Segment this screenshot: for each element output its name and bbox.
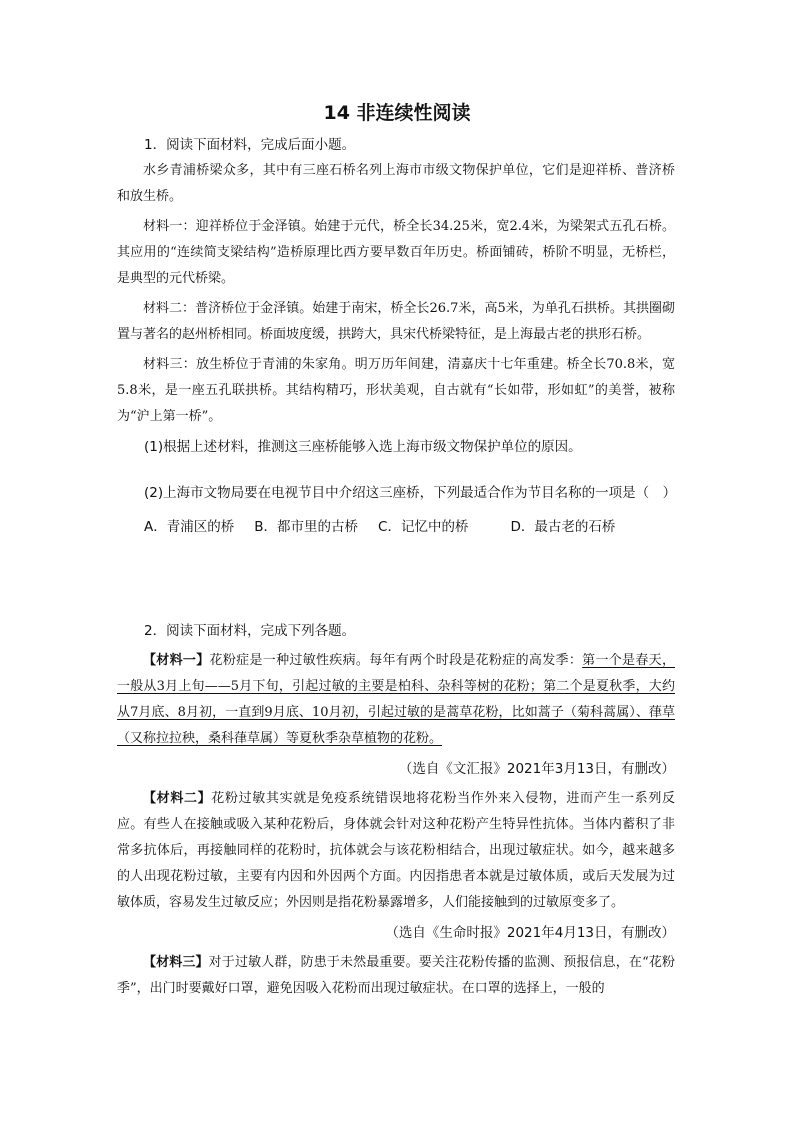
q2-material-1-label: 【材料一】	[143, 653, 210, 668]
q2-material-3-text: 对于过敏人群，防患于未然最重要。要关注花粉传播的监测、预报信息，在“花粉季”，出门时要戴好口罩，避免因吸入花粉而出现过敏症状。在口罩的选择上，一般的	[117, 955, 675, 996]
q2-material-3	[117, 950, 675, 1002]
q2-material-1	[117, 648, 675, 752]
question-2	[117, 618, 675, 1002]
q2-material-1-underlined: 第一个是春天，一般从3月上旬——5月下旬，引起过敏的主要是柏科、杂科等树的花粉；第二个是夏秋季，大约从7月底、8月初，一直到9月底、10月初，引起过敏的是蒿草花粉，比如蒿子（菊科蒿属）、葎草（又称拉拉秧，桑科葎草属）等夏秋季杂草植物的花粉。	[117, 653, 675, 746]
q2-material-1-text: 花粉症是一种过敏性疾病。每年有两个时段是花粉症的高发季：	[209, 653, 583, 668]
option-a[interactable]: A．青浦区的桥	[144, 519, 235, 535]
q2-material-2-text: 花粉过敏其实就是免疫系统错误地将花粉当作外来入侵物，进而产生一系列反应。有些人在接触或吸入某种花粉后，身体就会针对这种花粉产生特异性抗体。当体内蓄积了非常多抗体后，再接触同样的花粉时，抗体就会与该花粉相结合，出现过敏症状。如今，越来越多的人出现花粉过敏，主要有内因和外因两个方面。内因指患者本就是过敏体质，或后天发展为过敏体质，容易发生过敏反应；外因则是指花粉暴露增多，人们能接触到的过敏原变多了。	[117, 791, 675, 910]
q2-material-2-source: （选自《生命时报》2021年4月13日，有删改）	[385, 925, 675, 941]
option-b[interactable]: B．都市里的古桥	[254, 519, 359, 535]
answer-options	[117, 514, 675, 540]
option-d[interactable]: D．最古老的石桥	[510, 519, 616, 535]
q2-material-2	[117, 786, 675, 916]
q2-material-3-label: 【材料三】	[143, 955, 209, 970]
material-3-paragraph: 材料三：放生桥位于青浦的朱家角。明万历年间建，清嘉庆十七年重建。桥全长70.8米，宽5.8米，是一座五孔联拱桥。其结构精巧，形状美观，自古就有“长如带，形如虹”的美誉，被称为“沪上第一桥”。	[117, 357, 675, 424]
page-title: 14 非连续性阅读	[323, 102, 471, 124]
q2-material-1-source: （选自《文汇报》2021年3月13日，有删改）	[398, 761, 675, 777]
intro-paragraph: 水乡青浦桥梁众多，其中有三座石桥名列上海市市级文物保护单位，它们是迎祥桥、普济桥和放生桥。	[117, 163, 675, 204]
sub-question-2: (2)上海市文物局要在电视节目中介绍这三座桥，下列最适合作为节目名称的一项是（ ）	[144, 485, 677, 501]
question-1-stem: 1．阅读下面材料，完成后面小题。	[144, 137, 356, 153]
option-c[interactable]: C．记忆中的桥	[378, 519, 469, 535]
question-1	[117, 132, 675, 540]
q2-material-2-label: 【材料二】	[143, 791, 212, 806]
material-2-paragraph: 材料二：普济桥位于金泽镇。始建于南宋，桥全长26.7米，高5米，为单孔石拱桥。其拱圈砌置与著名的赵州桥相同。桥面坡度缓，拱跨大，具宋代桥梁特征，是上海最古老的拱形石桥。	[117, 301, 675, 342]
sub-question-1: (1)根据上述材料，推测这三座桥能够入选上海市级文物保护单位的原因。	[144, 439, 582, 455]
material-1-paragraph: 材料一：迎祥桥位于金泽镇。始建于元代，桥全长34.25米，宽2.4米，为梁架式五孔石桥。其应用的“连续简支梁结构”造桥原理比西方要早数百年历史。桥面铺砖，桥阶不明显，无桥栏，是典型的元代桥梁。	[117, 219, 675, 286]
question-2-stem: 2．阅读下面材料，完成下列各题。	[144, 623, 356, 639]
